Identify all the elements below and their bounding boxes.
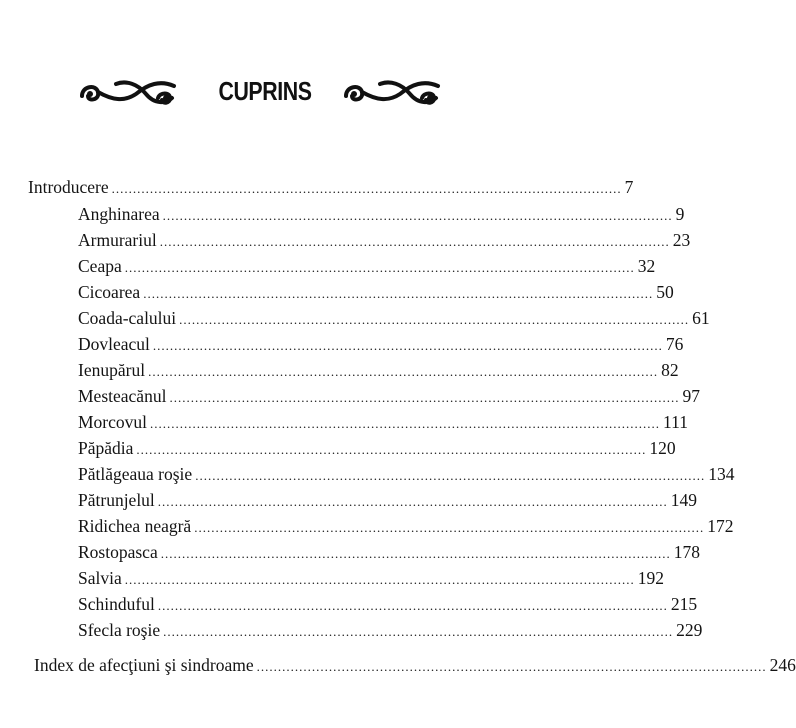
toc-entry-label: Morcovul <box>78 412 148 432</box>
toc-entry-label: Dovleacul <box>78 334 150 354</box>
toc-entry-label: Ienupărul <box>78 360 146 380</box>
toc-entry[interactable] <box>78 619 703 643</box>
toc-entry-label: Ridichea neagră <box>78 516 192 536</box>
dot-leader: ........................................................................................................................ <box>160 546 671 561</box>
toc-entry-label: Rostopasca <box>78 542 158 562</box>
dot-leader: ........................................................................................................................ <box>157 494 668 509</box>
toc-entry-label: Pătlăgeaua roşie <box>78 464 193 484</box>
toc-entry-label: Pătrunjelul <box>78 490 155 510</box>
dot-leader: ........................................................................................................................ <box>163 624 674 639</box>
toc-entry[interactable] <box>78 203 685 227</box>
toc-entry-page: 111 <box>663 412 688 432</box>
toc-entry[interactable] <box>78 359 679 383</box>
toc-entry-label: Mesteacănul <box>78 386 167 406</box>
toc-entry-page: 120 <box>649 438 676 458</box>
dot-leader: ........................................................................................................................ <box>136 442 647 457</box>
toc-entry[interactable] <box>78 437 676 461</box>
dot-leader: ........................................................................................................................ <box>143 286 654 301</box>
toc-entry[interactable] <box>78 541 700 565</box>
dot-leader: ........................................................................................................................ <box>194 520 705 535</box>
page-title: CUPRINS <box>218 76 312 106</box>
toc-entry[interactable] <box>78 411 688 435</box>
dot-leader: ........................................................................................................................ <box>124 260 635 275</box>
toc-entry-label: Armurariul <box>78 230 157 250</box>
toc-entry[interactable] <box>78 333 684 357</box>
toc-entry-label: Ceapa <box>78 256 122 276</box>
toc-entry-page: 9 <box>675 204 685 224</box>
dot-leader: ........................................................................................................................ <box>159 234 670 249</box>
toc-entry-page: 215 <box>670 594 698 614</box>
toc-entry-page: 246 <box>769 655 796 675</box>
dot-leader: ........................................................................................................................ <box>157 598 668 613</box>
toc-entry-page: 23 <box>672 230 691 250</box>
toc-entry-page: 149 <box>670 490 698 510</box>
dot-leader: ........................................................................................................................ <box>148 364 659 379</box>
toc-entry[interactable] <box>78 463 735 487</box>
toc-entry-label: Introducere <box>28 177 109 197</box>
toc-entry[interactable] <box>78 567 664 591</box>
toc-entry-label: Anghinarea <box>78 204 160 224</box>
toc-entry-page: 61 <box>692 308 710 328</box>
toc-entry-label: Coada-calului <box>78 308 177 328</box>
toc-entry[interactable] <box>78 593 698 617</box>
toc-entry-page: 97 <box>682 386 700 406</box>
toc-entry[interactable] <box>78 489 698 513</box>
toc-entry[interactable] <box>78 255 656 279</box>
toc-entry-label: Index de afecţiuni şi sindroame <box>34 655 254 675</box>
toc-entry-page: 7 <box>624 177 634 197</box>
dot-leader: ........................................................................................................................ <box>150 416 661 431</box>
dot-leader: ........................................................................................................................ <box>195 468 706 483</box>
toc-entry[interactable] <box>78 307 710 331</box>
toc-entry[interactable] <box>78 229 691 253</box>
dot-leader: ........................................................................................................................ <box>169 390 680 405</box>
dot-leader: ........................................................................................................................ <box>256 659 767 674</box>
toc-entry[interactable] <box>78 385 700 409</box>
toc-entry-label: Sfecla roşie <box>78 620 161 640</box>
toc-entry-label: Păpădia <box>78 438 134 458</box>
dot-leader: ........................................................................................................................ <box>111 181 622 196</box>
dot-leader: ........................................................................................................................ <box>162 208 673 223</box>
toc-entry[interactable] <box>78 281 674 305</box>
toc-entry-page: 178 <box>673 542 700 562</box>
dot-leader: ........................................................................................................................ <box>179 312 690 327</box>
toc-entry-label: Cicoarea <box>78 282 141 302</box>
dot-leader: ........................................................................................................................ <box>152 338 663 353</box>
toc-entry[interactable] <box>28 176 634 200</box>
toc-entry-page: 229 <box>676 620 703 640</box>
toc-entry-page: 76 <box>665 334 684 354</box>
dot-leader: ........................................................................................................................ <box>124 572 635 587</box>
toc-entry-page: 134 <box>708 464 735 484</box>
toc-entry-label: Salvia <box>78 568 122 588</box>
toc-entry-page: 32 <box>637 256 656 276</box>
toc-entry-page: 172 <box>707 516 734 536</box>
toc-entry[interactable] <box>78 515 734 539</box>
toc-entry-page: 192 <box>637 568 664 588</box>
toc-entry[interactable] <box>34 654 796 678</box>
toc-entry-page: 82 <box>661 360 679 380</box>
toc-entry-label: Schinduful <box>78 594 155 614</box>
toc-entry-page: 50 <box>656 282 674 302</box>
